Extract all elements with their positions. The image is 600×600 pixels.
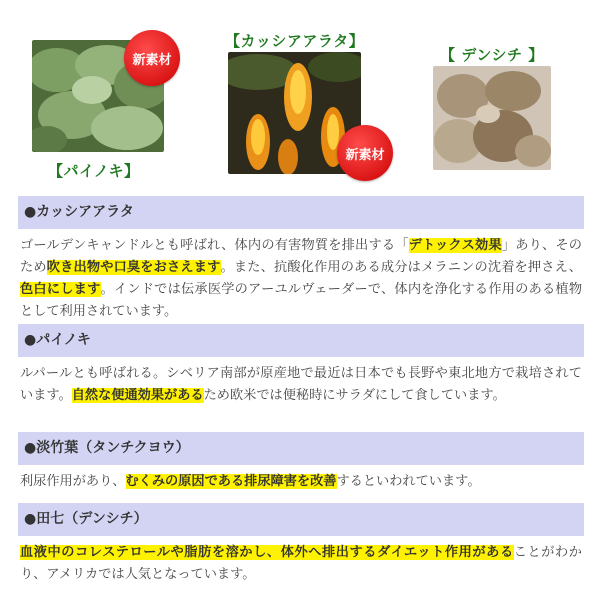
section-paino	[18, 324, 584, 407]
body-text: 。インドでは伝承医学のアーユルヴェーダーで、体内を浄化する作用のある植物として利用されています。	[20, 282, 583, 319]
denshichi-roots-image	[433, 66, 551, 170]
highlighted-text: むくみの原因である排尿障害を改善	[125, 474, 337, 489]
denshichi-label: 【 デンシチ 】	[440, 46, 544, 64]
section-heading: ●パイノキ	[18, 324, 584, 357]
paino-label: 【パイノキ】	[48, 162, 140, 180]
body-text: 利尿作用があり、	[20, 474, 126, 489]
body-text: ルパールとも呼ばれる。シベリア南部が原産地で最近は日本でも長野や東北地方で栽培されています。	[20, 366, 582, 403]
highlighted-text: 色白にします	[20, 282, 101, 297]
body-text: 」あり、そのため	[20, 238, 582, 275]
section-body	[18, 229, 584, 323]
new-material-badge-paino: 新素材	[124, 30, 180, 86]
highlighted-text: 自然な便通効果がある	[71, 388, 204, 403]
section-heading: ●田七（デンシチ）	[18, 503, 584, 536]
section-body	[18, 357, 584, 407]
body-text: ことがわかり、アメリカでは人気となっています。	[20, 545, 582, 582]
section-denshichi	[18, 503, 584, 586]
section-body	[18, 465, 584, 493]
product-images-row	[0, 0, 600, 190]
section-tanchikuyou	[18, 432, 584, 493]
section-heading: ●淡竹葉（タンチクヨウ）	[18, 432, 584, 465]
new-material-badge-cassia: 新素材	[337, 125, 393, 181]
highlighted-text: デトックス効果	[408, 238, 502, 253]
cassia-label: 【カッシアアラタ】	[225, 32, 365, 50]
body-text: ゴールデンキャンドルとも呼ばれ、体内の有害物質を排出する「	[20, 238, 409, 253]
body-text: ため欧米では便秘時にサラダにして食しています。	[203, 388, 506, 403]
body-text: するといわれています。	[336, 474, 481, 489]
section-heading: ●カッシアアラタ	[18, 196, 584, 229]
body-text: 。また、抗酸化作用のある成分はメラニンの沈着を押さえ、	[220, 260, 582, 275]
highlighted-text: 血液中のコレステロールや脂肪を溶かし、体外へ排出するダイエット作用がある	[20, 545, 514, 560]
section-cassia	[18, 196, 584, 323]
highlighted-text: 吹き出物や口臭をおさえます	[46, 260, 221, 275]
section-body	[18, 536, 584, 586]
denshichi-photo	[433, 66, 551, 170]
